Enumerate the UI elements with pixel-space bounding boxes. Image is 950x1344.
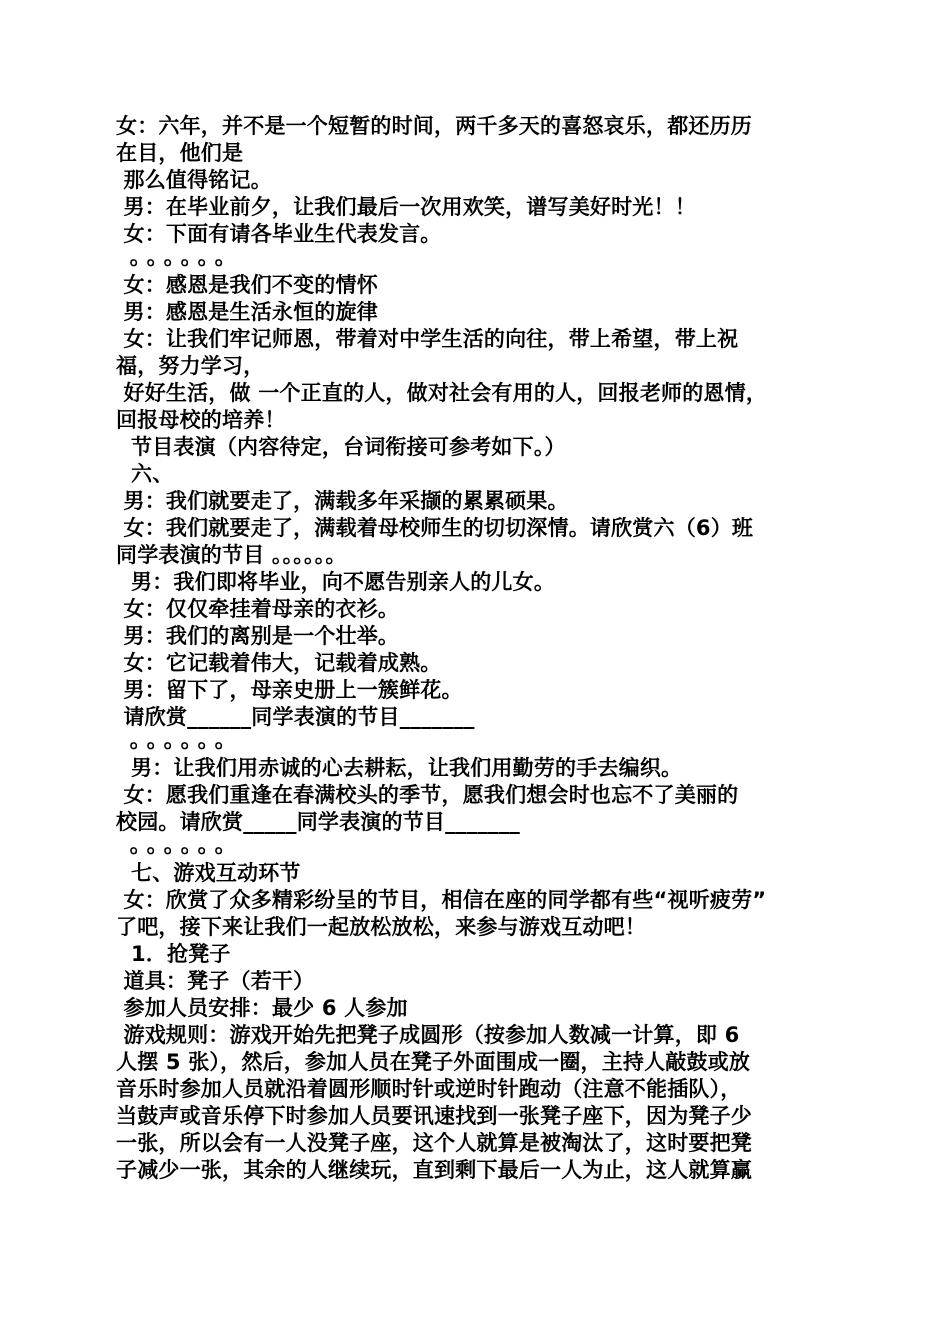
text-line: 女：下面有请各毕业生代表发言。: [116, 222, 442, 246]
ellipsis-line: 。。。。。。: [116, 833, 243, 858]
text-line: 女：我们就要走了，满载着母校师生的切切深情。请欣赏六（6）班: [116, 516, 754, 540]
text-line: 男：留下了，母亲史册上一簇鲜花。: [116, 678, 463, 702]
text-line: 在目，他们是: [116, 141, 244, 165]
text-line: 道具：凳子（若干）: [116, 969, 315, 993]
text-line: 校园。请欣赏_____同学表演的节目_______: [116, 810, 520, 834]
ellipsis-line: 。。。。。。: [116, 728, 243, 753]
text-line: 女：欣赏了众多精彩纷呈的节目，相信在座的同学都有些“视听疲劳”: [116, 888, 767, 912]
text-line: 当鼓声或音乐停下时参加人员要讯速找到一张凳子座下，因为凳子少: [116, 1104, 752, 1128]
text-line: 男：感恩是生活永恒的旋律: [116, 300, 378, 324]
text-line: 那么值得铭记。: [116, 168, 272, 192]
text-line: 女：感恩是我们不变的情怀: [116, 273, 378, 297]
ellipsis-line: 。。。。。。: [116, 245, 243, 270]
text-line: 子减少一张，其余的人继续玩，直到剩下最后一人为止，这人就算赢: [116, 1158, 752, 1182]
text-line: 一张，所以会有一人没凳子座，这个人就算是被淘汰了，这时要把凳: [116, 1131, 752, 1155]
text-line: 女：让我们牢记师恩，带着对中学生活的向往，带上希望，带上祝: [116, 327, 739, 351]
section-heading: 七、游戏互动环节: [116, 861, 301, 885]
text-line: 女：六年，并不是一个短暂的时间，两千多天的喜怒哀乐，都还历历: [116, 114, 752, 138]
text-line: 男：在毕业前夕，让我们最后一次用欢笑，谱写美好时光！！: [116, 195, 696, 219]
text-line: 了吧，接下来让我们一起放松放松，来参与游戏互动吧！: [116, 915, 646, 939]
text-line: 女：仅仅牵挂着母亲的衣衫。: [116, 597, 400, 621]
text-line: 回报母校的培养！: [116, 408, 286, 432]
list-item-heading: 1．抢凳子: [116, 942, 231, 966]
text-line: 同学表演的节目 。。。。。。: [116, 543, 347, 567]
section-heading: 六、: [116, 462, 174, 486]
text-line: 男：我们即将毕业，向不愿告别亲人的儿女。: [116, 570, 556, 594]
text-line: 参加人员安排：最少 6 人参加: [116, 996, 408, 1020]
text-line: 男：我们的离别是一个壮举。: [116, 624, 400, 648]
text-line: 好好生活，做 一个正直的人，做对社会有用的人，回报老师的恩情，: [116, 381, 768, 405]
text-line: 男：让我们用赤诚的心去耕耘，让我们用勤劳的手去编织。: [116, 756, 683, 780]
text-line: 节目表演（内容待定，台词衔接可参考如下。）: [116, 435, 566, 459]
text-line: 福，努力学习，: [116, 354, 265, 378]
text-line: 人摆 5 张），然后，参加人员在凳子外面围成一圈，主持人敲鼓或放: [116, 1050, 751, 1074]
text-line: 音乐时参加人员就沿着圆形顺时针或逆时针跑动（注意不能插队），: [116, 1077, 742, 1101]
text-line: 女：愿我们重逢在春满校头的季节，愿我们想会时也忘不了美丽的: [116, 783, 739, 807]
text-line: 女：它记载着伟大，记载着成熟。: [116, 651, 442, 675]
text-line: 男：我们就要走了，满载多年采撷的累累硕果。: [116, 489, 569, 513]
text-line: 请欣赏______同学表演的节目_______: [116, 705, 475, 729]
document-page: [116, 113, 838, 1184]
text-line: 游戏规则：游戏开始先把凳子成圆形（按参加人数减一计算，即 6: [116, 1023, 740, 1047]
